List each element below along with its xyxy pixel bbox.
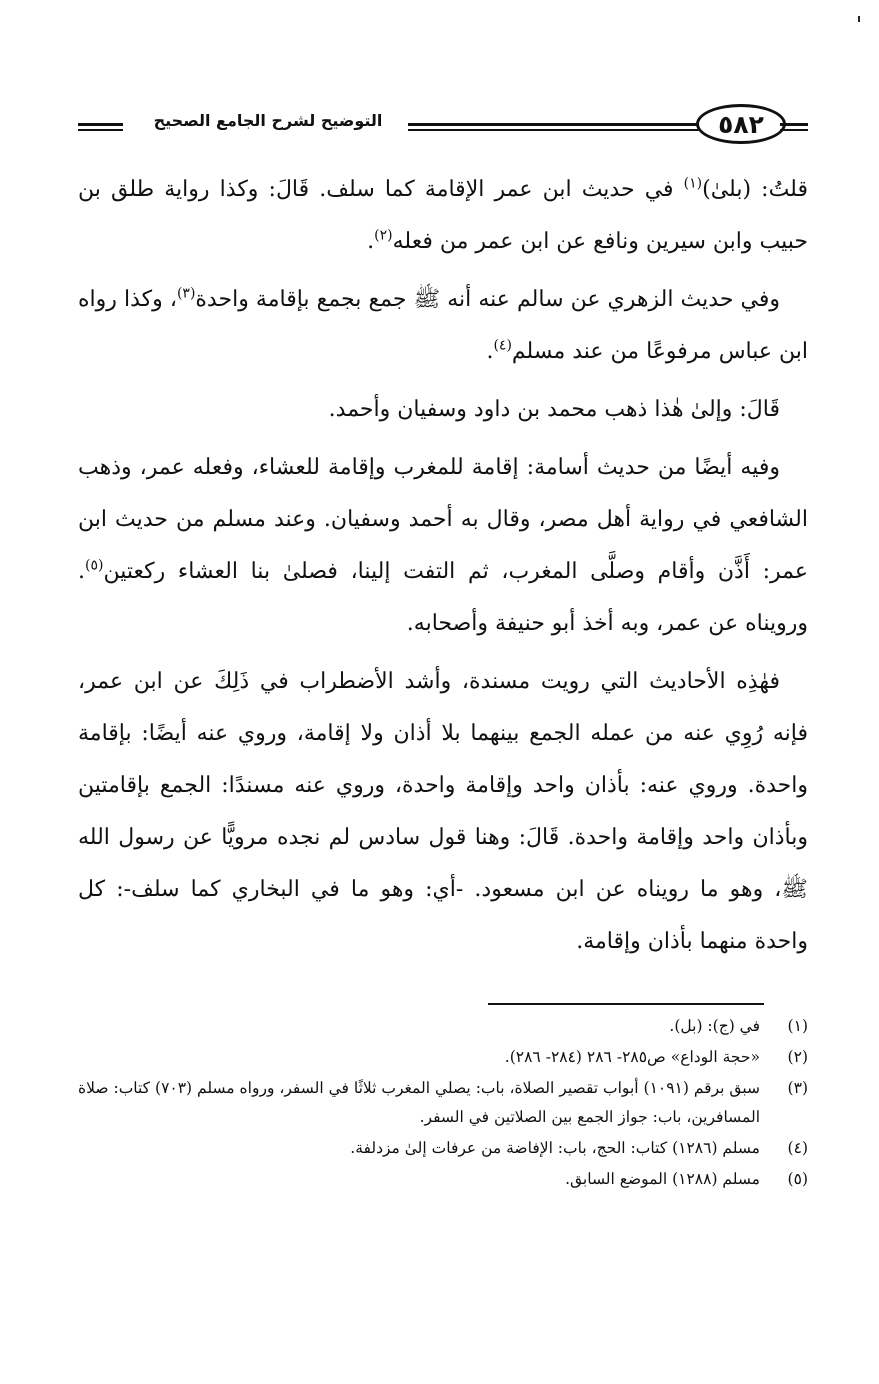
paragraph — [78, 442, 808, 650]
footnote-separator — [488, 1003, 764, 1005]
footnote-ref: (١) — [683, 175, 703, 192]
header-rule-right — [780, 123, 808, 133]
footnote-ref: (٣) — [176, 285, 196, 302]
footnote-number: (٤) — [787, 1139, 808, 1157]
text-run: في حديث ابن عمر الإقامة كما سلف. قَالَ: وكذا رواية طلق بن حبيب وابن سيرين ونافع عن ابن عمر من فعله — [78, 177, 808, 254]
footnote — [78, 1043, 808, 1072]
text-run: وفيه أيضًا من حديث أسامة: إقامة للمغرب وإقامة للعشاء، وفعله عمر، وذهب الشافعي في رواية أهل مصر، وقال به أحمد وسفيان. وعند مسلم من حديث ابن عمر: أَذَّن وأقام وصلَّى المغرب، ثم التفت إلينا، فصلىٰ بنا العشاء ركعتين — [78, 455, 808, 584]
footnote-ref: (٢) — [374, 227, 393, 244]
footnote-text: في (ج): (بل). — [669, 1017, 760, 1035]
footnote-text: «حجة الوداع» ص٢٨٥- ٢٨٦ (٢٨٤- ٢٨٦). — [504, 1048, 760, 1066]
text-run: . ورويناه عن عمر، وبه أخذ أبو حنيفة وأصحابه. — [78, 559, 808, 636]
paragraph — [78, 164, 808, 268]
footnotes — [78, 1012, 808, 1196]
footnote-text: سبق برقم (١٠٩١) أبواب تقصير الصلاة، باب: يصلي المغرب ثلاثًا في السفر، ورواه مسلم (٧٠٣) كتاب: صلاة المسافرين، باب: جواز الجمع بين الصلاتين في السفر. — [78, 1079, 760, 1126]
footnote — [78, 1074, 808, 1132]
footnote-ref: (٥) — [85, 557, 104, 574]
text-run: قلتُ: (بلىٰ) — [702, 177, 808, 202]
text-run: . — [367, 229, 375, 254]
paragraph: فهٰذِه الأحاديث التي رويت مسندة، وأشد الأضطراب في ذَلِكَ عن ابن عمر، فإنه رُوِي عنه من عمله الجمع بينهما بلا أذان ولا إقامة، وروي عنه أيضًا: بإقامة واحدة. وروي عنه: بأذان واحد وإقامة واحدة، وروي عنه مسندًا: الجمع بإقامتين وبأذان واحد وإقامة واحدة. قَالَ: وهنا قول سادس لم نجده مرويًّا عن رسول الله ﷺ، وهو ما رويناه عن ابن مسعود. -أي: وهو ما في البخاري كما سلف-: كل واحدة منهما بأذان وإقامة. — [78, 669, 808, 954]
footnote — [78, 1134, 808, 1163]
footnote-ref: (٤) — [493, 337, 512, 354]
paragraph — [78, 274, 808, 378]
footnote — [78, 1165, 808, 1194]
text-run: وفي حديث الزهري عن سالم عنه أنه ﷺ جمع بجمع بإقامة واحدة — [195, 287, 781, 312]
running-title: التوضيح لشرح الجامع الصحيح — [153, 111, 383, 130]
page-number: ٥٨٢ — [696, 104, 786, 144]
corner-mark — [858, 16, 860, 22]
footnote — [78, 1012, 808, 1041]
footnote-text: مسلم (١٢٨٦) كتاب: الحج، باب: الإفاضة من عرفات إلىٰ مزدلفة. — [350, 1139, 760, 1157]
page-header — [78, 98, 808, 154]
footnote-number: (١) — [787, 1017, 808, 1035]
text-run: ، وكذا رواه ابن عباس مرفوعًا من عند مسلم — [78, 287, 808, 364]
footnote-text: مسلم (١٢٨٨) الموضع السابق. — [565, 1170, 760, 1188]
header-rule-left — [78, 123, 123, 133]
main-text — [78, 164, 808, 974]
text-run: . — [486, 339, 494, 364]
header-rule-middle — [408, 123, 708, 133]
footnote-number: (٣) — [787, 1079, 808, 1097]
footnote-number: (٢) — [787, 1048, 808, 1066]
paragraph: قَالَ: وإلىٰ هٰذا ذهب محمد بن داود وسفيان وأحمد. — [328, 397, 780, 422]
footnote-number: (٥) — [787, 1170, 808, 1188]
